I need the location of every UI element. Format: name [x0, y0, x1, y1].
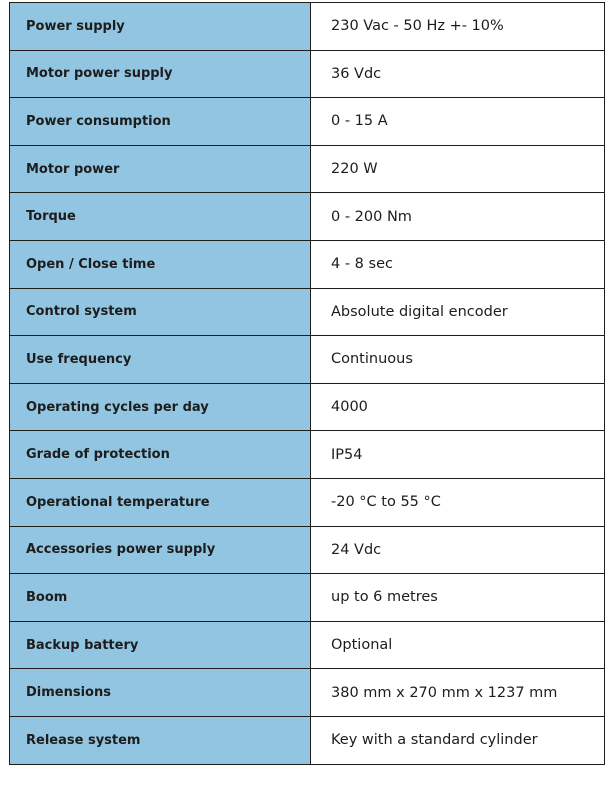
spec-value: 24 Vdc [311, 526, 605, 574]
spec-value: -20 °C to 55 °C [311, 478, 605, 526]
spec-value: Continuous [311, 336, 605, 384]
spec-label: Boom [10, 574, 311, 622]
table-row-operational-temperature [10, 478, 605, 526]
spec-value: Absolute digital encoder [311, 288, 605, 336]
spec-label: Operating cycles per day [10, 383, 311, 431]
spec-value: up to 6 metres [311, 574, 605, 622]
spec-label: Power consumption [10, 98, 311, 146]
table-row-operating-cycles [10, 383, 605, 431]
table-row-use-frequency [10, 336, 605, 384]
spec-label: Open / Close time [10, 240, 311, 288]
table-row-control-system [10, 288, 605, 336]
specifications-table [9, 2, 605, 765]
spec-value: 0 - 15 A [311, 98, 605, 146]
spec-value: Optional [311, 621, 605, 669]
spec-label: Accessories power supply [10, 526, 311, 574]
specifications-table-body [10, 3, 605, 765]
spec-value: 36 Vdc [311, 50, 605, 98]
table-row-accessories-power-supply [10, 526, 605, 574]
spec-value: 4 - 8 sec [311, 240, 605, 288]
table-row-grade-of-protection [10, 431, 605, 479]
spec-value: 380 mm x 270 mm x 1237 mm [311, 669, 605, 717]
table-row-dimensions [10, 669, 605, 717]
spec-value: 230 Vac - 50 Hz +- 10% [311, 3, 605, 51]
spec-value: 0 - 200 Nm [311, 193, 605, 241]
spec-label: Power supply [10, 3, 311, 51]
spec-label: Dimensions [10, 669, 311, 717]
table-row-boom [10, 574, 605, 622]
spec-label: Backup battery [10, 621, 311, 669]
table-row-power-supply [10, 3, 605, 51]
spec-label: Use frequency [10, 336, 311, 384]
spec-value: 4000 [311, 383, 605, 431]
table-row-power-consumption [10, 98, 605, 146]
spec-label: Motor power supply [10, 50, 311, 98]
table-row-motor-power-supply [10, 50, 605, 98]
table-row-backup-battery [10, 621, 605, 669]
table-row-motor-power [10, 145, 605, 193]
spec-label: Torque [10, 193, 311, 241]
spec-label: Operational temperature [10, 478, 311, 526]
spec-label: Motor power [10, 145, 311, 193]
table-row-torque [10, 193, 605, 241]
spec-value: IP54 [311, 431, 605, 479]
spec-value: Key with a standard cylinder [311, 716, 605, 764]
spec-value: 220 W [311, 145, 605, 193]
spec-label: Control system [10, 288, 311, 336]
table-row-release-system [10, 716, 605, 764]
table-row-open-close-time [10, 240, 605, 288]
spec-label: Release system [10, 716, 311, 764]
spec-label: Grade of protection [10, 431, 311, 479]
